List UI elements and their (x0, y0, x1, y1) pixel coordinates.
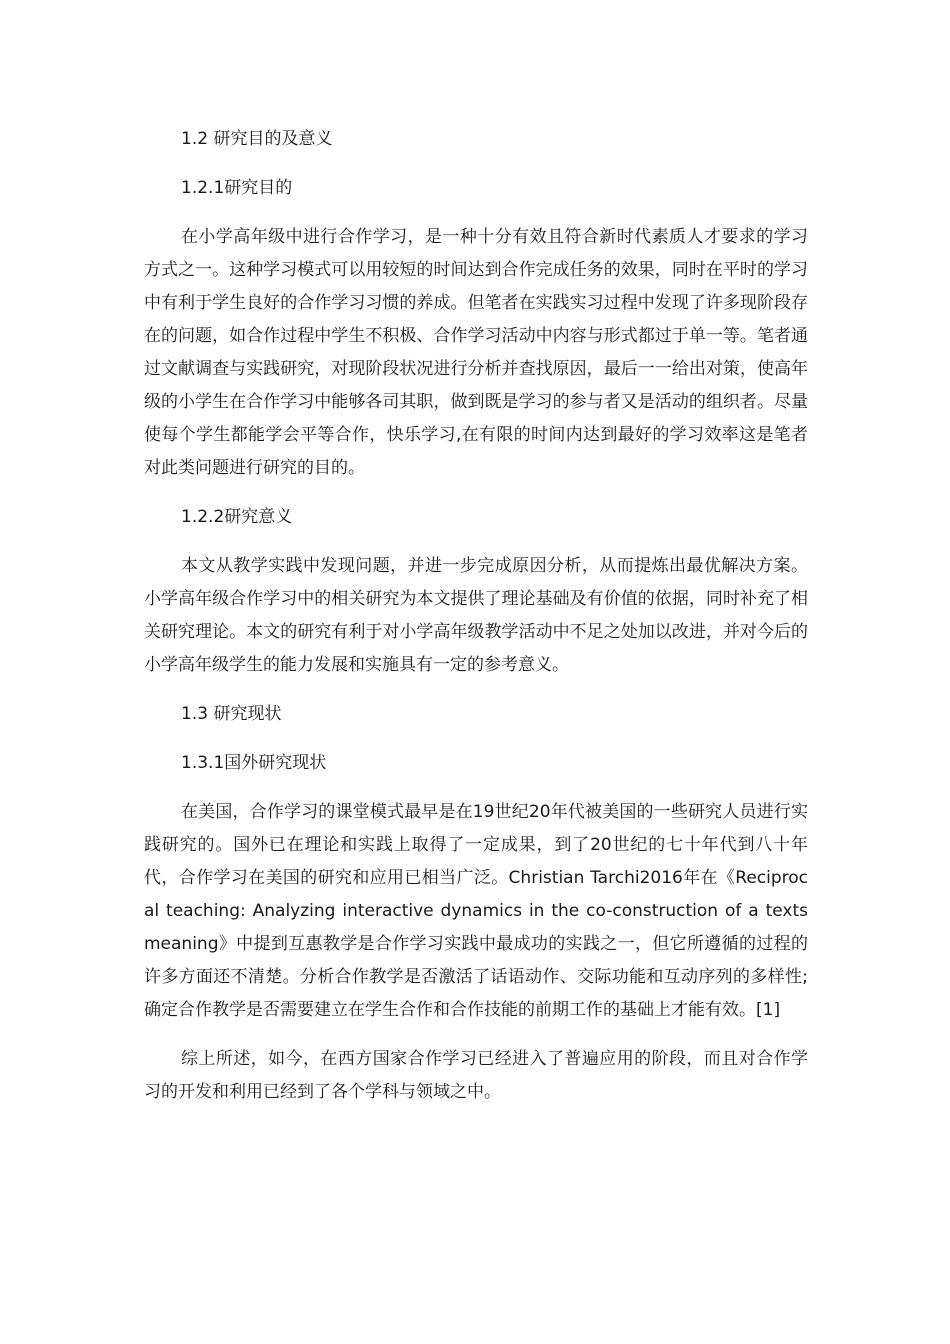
document-body (144, 123, 808, 1125)
paragraph-research-purpose: 在小学高年级中进行合作学习，是一种十分有效且符合新时代素质人才要求的学习方式之一。这种学习模式可以用较短的时间达到合作完成任务的效果，同时在平时的学习中有利于学生良好的合作学习习惯的养成。但笔者在实践实习过程中发现了许多现阶段存在的问题，如合作过程中学生不积极、合作学习活动中内容与形式都过于单一等。笔者通过文献调查与实践研究，对现阶段状况进行分析并查找原因，最后一一给出对策，使高年级的小学生在合作学习中能够各司其职，做到既是学习的参与者又是活动的组织者。尽量使每个学生都能学会平等合作，快乐学习,在有限的时间内达到最好的学习效率这是笔者对此类问题进行研究的目的。 (144, 227, 808, 478)
subsection-heading-1-2-2: 1.2.2研究意义 (181, 507, 293, 527)
subsection-heading-1-3-1: 1.3.1国外研究现状 (181, 753, 327, 773)
paragraph-research-significance: 本文从教学实践中发现问题，并进一步完成原因分析，从而提炼出最优解决方案。小学高年级合作学习中的相关研究为本文提供了理论基础及有价值的依据，同时补充了相关研究理论。本文的研究有利于对小学高年级教学活动中不足之处加以改进，并对今后的小学高年级学生的能力发展和实施具有一定的参考意义。 (144, 556, 808, 675)
section-heading-1-2: 1.2 研究目的及意义 (181, 129, 333, 149)
section-heading-1-3: 1.3 研究现状 (181, 704, 282, 724)
paragraph-foreign-research: 在美国，合作学习的课堂模式最早是在19世纪20年代被美国的一些研究人员进行实践研究的。国外已在理论和实践上取得了一定成果，到了20世纪的七十年代到八十年代，合作学习在美国的研究和应用已相当广泛。Christian Tarchi2016年在《Reciprocal teaching: Analyzing interactive dynamics in the co-construction of a texts meaning》中提到互惠教学是合作学习实践中最成功的实践之一，但它所遵循的过程的许多方面还不清楚。分析合作教学是否激活了话语动作、交际功能和互动序列的多样性;确定合作教学是否需要建立在学生合作和合作技能的前期工作的基础上才能有效。[1] (144, 802, 808, 1020)
subsection-heading-1-2-1: 1.2.1研究目的 (181, 178, 293, 198)
paragraph-summary: 综上所述，如今，在西方国家合作学习已经进入了普遍应用的阶段，而且对合作学习的开发和利用已经到了各个学科与领域之中。 (144, 1049, 808, 1102)
